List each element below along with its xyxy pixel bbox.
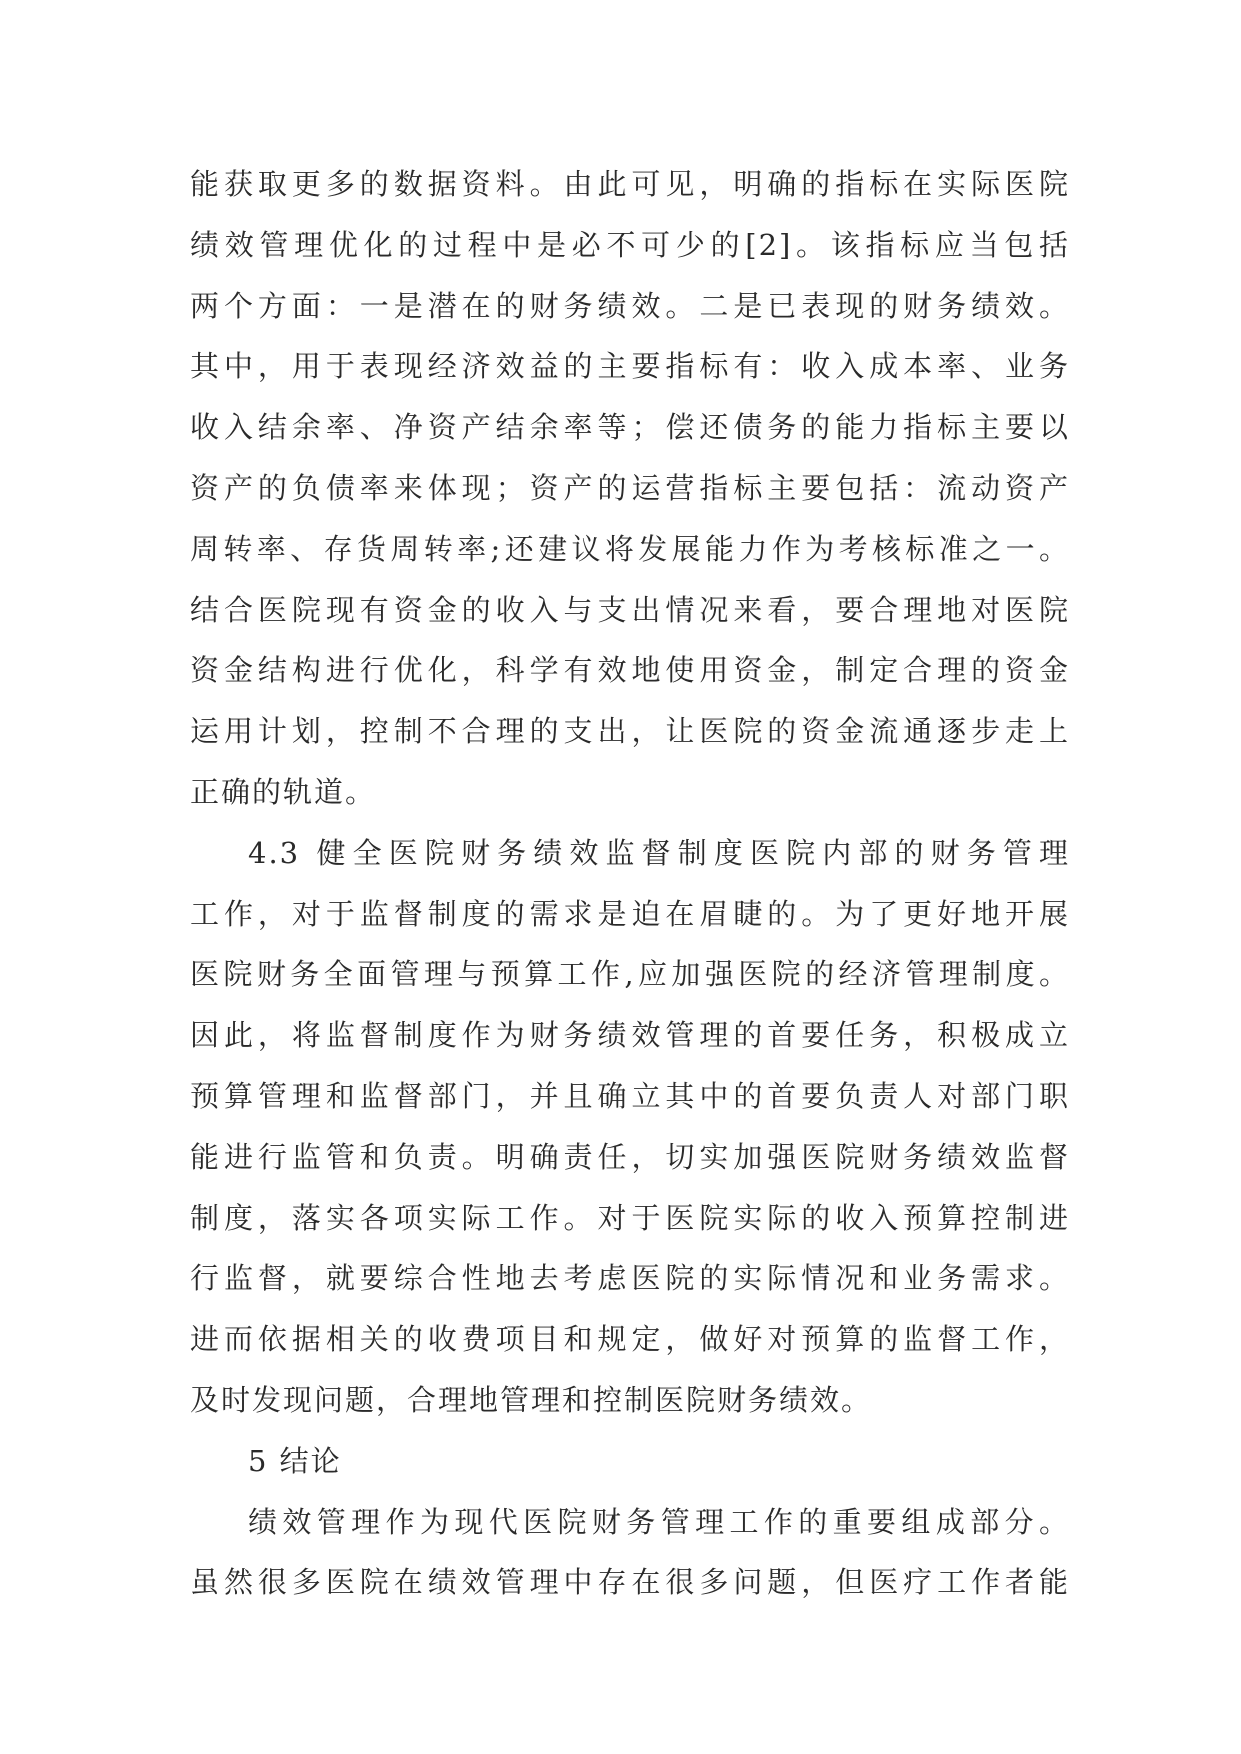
section-heading-5: 5 结论	[248, 1443, 342, 1478]
text-line: 正确的轨道。	[190, 774, 377, 809]
text-line: 收入结余率、净资产结余率等；偿还债务的能力指标主要以	[190, 410, 1070, 445]
text-line: 预算管理和监督部门，并且确立其中的首要负责人对部门职	[190, 1078, 1070, 1113]
text-line: 周转率、存货周转率;还建议将发展能力作为考核标准之一。	[190, 531, 1070, 566]
text-line: 能获取更多的数据资料。由此可见，明确的指标在实际医院	[190, 167, 1070, 201]
text-line: 结合医院现有资金的收入与支出情况来看，要合理地对医院	[190, 592, 1070, 627]
text-line: 绩效管理作为现代医院财务管理工作的重要组成部分。	[248, 1504, 1070, 1539]
text-line: 资金结构进行优化，科学有效地使用资金，制定合理的资金	[190, 653, 1070, 688]
text-line: 医院财务全面管理与预算工作,应加强医院的经济管理制度。	[190, 957, 1070, 992]
text-line: 两个方面：一是潜在的财务绩效。二是已表现的财务绩效。	[190, 288, 1070, 323]
text-line: 资产的负债率来体现；资产的运营指标主要包括：流动资产	[190, 470, 1070, 505]
text-line: 进而依据相关的收费项目和规定，做好对预算的监督工作，	[190, 1322, 1070, 1357]
text-line: 绩效管理优化的过程中是必不可少的[2]。该指标应当包括	[190, 227, 1070, 262]
text-line: 运用计划，控制不合理的支出，让医院的资金流通逐步走上	[190, 714, 1070, 749]
text-line: 虽然很多医院在绩效管理中存在很多问题，但医疗工作者能	[190, 1565, 1070, 1600]
text-line: 行监督，就要综合性地去考虑医院的实际情况和业务需求。	[190, 1261, 1070, 1296]
text-line: 因此，将监督制度作为财务绩效管理的首要任务，积极成立	[190, 1018, 1070, 1053]
text-line: 及时发现问题，合理地管理和控制医院财务绩效。	[190, 1382, 873, 1417]
text-line: 能进行监管和负责。明确责任，切实加强医院财务绩效监督	[190, 1139, 1070, 1174]
text-line: 其中，用于表现经济效益的主要指标有：收入成本率、业务	[190, 349, 1070, 384]
body-text	[190, 154, 1070, 1613]
text-line: 制度，落实各项实际工作。对于医院实际的收入预算控制进	[190, 1200, 1070, 1235]
text-line: 工作，对于监督制度的需求是迫在眉睫的。为了更好地开展	[190, 896, 1070, 931]
section-heading-4-3: 4.3 健全医院财务绩效监督制度医院内部的财务管理	[248, 835, 1070, 870]
